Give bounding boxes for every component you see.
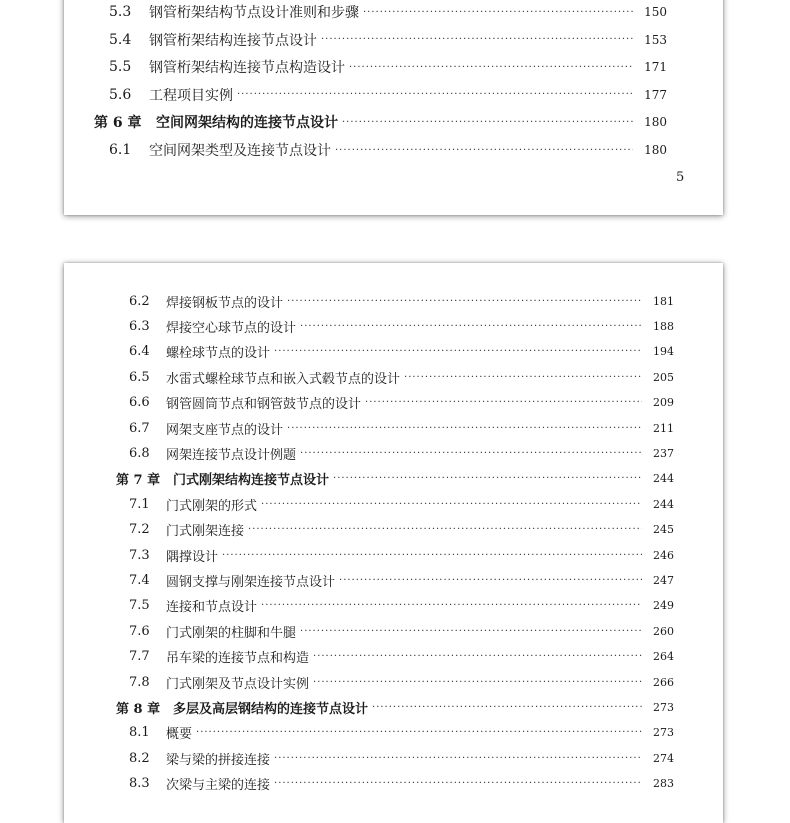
- toc-section-entry: [129, 647, 674, 667]
- toc-section-entry: [129, 621, 674, 641]
- dot-leader: [274, 753, 642, 764]
- entry-number: 5.5: [109, 59, 132, 76]
- entry-page-number: 177: [644, 87, 667, 102]
- dot-leader: [404, 372, 642, 383]
- entry-number: 8.2: [129, 750, 150, 766]
- toc-section-entry: [129, 443, 674, 463]
- entry-title: 螺栓球节点的设计: [166, 346, 271, 362]
- toc-chapter-entry: [116, 469, 674, 489]
- entry-page-number: 180: [644, 115, 667, 130]
- toc-section-entry: [109, 140, 667, 160]
- entry-title: 网架支座节点的设计: [166, 422, 284, 438]
- entry-number: 6.6: [129, 395, 150, 411]
- entry-number: 7.3: [129, 547, 150, 563]
- entry-title: 焊接钢板节点的设计: [166, 295, 284, 311]
- toc-section-entry: [129, 494, 674, 514]
- entry-title: 空间网架类型及连接节点设计: [149, 143, 331, 159]
- entry-page-number: 181: [653, 294, 674, 308]
- entry-number: 5.3: [109, 4, 132, 20]
- dot-leader: [248, 524, 642, 535]
- dot-leader: [365, 397, 642, 408]
- toc-chapter-entry: [94, 112, 667, 132]
- entry-number: 6.3: [129, 318, 150, 334]
- entry-title: 门式刚架的柱脚和牛腿: [166, 625, 297, 641]
- entry-number: 6.4: [129, 344, 150, 360]
- entry-title: 圆钢支撑与刚架连接节点设计: [166, 574, 336, 590]
- entry-page-number: 245: [653, 523, 674, 537]
- toc-page-1: [64, 0, 723, 215]
- dot-leader: [287, 296, 642, 307]
- toc-page-2: [64, 263, 723, 823]
- entry-number: 8.3: [129, 776, 150, 792]
- entry-number: 6.2: [129, 293, 150, 309]
- entry-page-number: 273: [653, 726, 674, 740]
- entry-title: 隅撑设计: [166, 549, 219, 565]
- entry-title: 水雷式螺栓球节点和嵌入式毂节点的设计: [166, 371, 401, 387]
- dot-leader: [313, 677, 642, 688]
- entry-page-number: 266: [653, 675, 674, 689]
- entry-page-number: 188: [653, 319, 674, 333]
- entry-page-number: 247: [653, 573, 674, 587]
- entry-title: 门式刚架结构连接节点设计: [173, 473, 330, 489]
- entry-page-number: 244: [653, 472, 674, 486]
- entry-number: 6.1: [109, 142, 132, 158]
- toc-section-entry: [129, 596, 674, 616]
- entry-page-number: 249: [653, 599, 674, 613]
- entry-title: 门式刚架及节点设计实例: [166, 676, 310, 692]
- toc-section-entry: [129, 748, 674, 768]
- dot-leader: [300, 321, 642, 332]
- toc-section-entry: [129, 520, 674, 540]
- entry-number: 第 7 章: [116, 473, 161, 489]
- entry-page-number: 153: [644, 32, 667, 47]
- entry-title: 连接和节点设计: [166, 600, 258, 616]
- toc-section-entry: [129, 774, 674, 794]
- entry-number: 第 8 章: [116, 701, 161, 717]
- dot-leader: [372, 702, 642, 713]
- entry-title: 网架连接节点设计例题: [166, 447, 297, 463]
- entry-title: 次梁与主梁的连接: [166, 778, 271, 794]
- dot-leader: [335, 145, 633, 156]
- toc-section-entry: [129, 367, 674, 387]
- toc-section-entry: [129, 570, 674, 590]
- entry-page-number: 150: [644, 5, 667, 19]
- entry-number: 7.8: [129, 674, 150, 690]
- entry-page-number: 209: [653, 396, 674, 410]
- entry-page-number: 205: [653, 370, 674, 384]
- entry-title: 空间网架结构的连接节点设计: [156, 115, 338, 132]
- dot-leader: [300, 626, 642, 637]
- page-number: 5: [676, 170, 685, 185]
- entry-page-number: 283: [653, 777, 674, 791]
- dot-leader: [313, 651, 642, 662]
- entry-number: 7.7: [129, 649, 150, 665]
- dot-leader: [274, 778, 642, 789]
- entry-title: 概要: [166, 727, 193, 743]
- entry-page-number: 211: [653, 421, 674, 435]
- entry-number: 7.6: [129, 623, 150, 639]
- dot-leader: [342, 117, 633, 128]
- dot-leader: [363, 7, 633, 18]
- entry-number: 6.5: [129, 369, 150, 385]
- entry-title: 钢管桁架结构连接节点构造设计: [149, 60, 345, 77]
- dot-leader: [300, 448, 642, 459]
- entry-title: 吊车梁的连接节点和构造: [166, 651, 310, 667]
- toc-section-entry: [129, 291, 674, 311]
- entry-number: 7.2: [129, 522, 150, 538]
- entry-page-number: 237: [653, 446, 674, 460]
- entry-title: 焊接空心球节点的设计: [166, 320, 297, 336]
- entry-page-number: 244: [653, 497, 674, 511]
- entry-page-number: 274: [653, 751, 674, 765]
- entry-number: 6.8: [129, 445, 150, 461]
- dot-leader: [261, 600, 642, 611]
- entry-page-number: 264: [653, 650, 674, 664]
- entry-page-number: 171: [644, 60, 667, 75]
- toc-section-entry: [129, 342, 674, 362]
- toc-section-entry: [129, 393, 674, 413]
- toc-section-entry: [129, 672, 674, 692]
- entry-number: 6.7: [129, 420, 150, 436]
- dot-leader: [349, 62, 633, 73]
- entry-number: 7.1: [129, 496, 150, 512]
- entry-title: 钢管桁架结构节点设计准则和步骤: [149, 5, 359, 21]
- entry-page-number: 273: [653, 700, 674, 714]
- entry-page-number: 194: [653, 345, 674, 359]
- toc-section-entry: [109, 57, 667, 77]
- toc-section-entry: [109, 30, 667, 50]
- dot-leader: [339, 575, 642, 586]
- entry-number: 5.4: [109, 31, 132, 48]
- entry-page-number: 246: [653, 548, 674, 562]
- entry-title: 钢管圆筒节点和钢管鼓节点的设计: [166, 397, 362, 413]
- dot-leader: [321, 34, 633, 45]
- entry-title: 梁与梁的拼接连接: [166, 752, 271, 768]
- entry-page-number: 260: [653, 624, 674, 638]
- entry-title: 多层及高层钢结构的连接节点设计: [173, 701, 369, 717]
- entry-title: 门式刚架的形式: [166, 498, 258, 514]
- dot-leader: [196, 727, 642, 738]
- dot-leader: [237, 89, 633, 100]
- toc-section-entry: [109, 2, 667, 22]
- entry-number: 5.6: [109, 86, 132, 103]
- dot-leader: [261, 499, 642, 510]
- dot-leader: [333, 473, 642, 484]
- entry-title: 钢管桁架结构连接节点设计: [149, 32, 317, 49]
- toc-chapter-entry: [116, 697, 674, 717]
- entry-number: 第 6 章: [94, 115, 142, 132]
- toc-section-entry: [129, 545, 674, 565]
- toc-section-entry: [129, 418, 674, 438]
- entry-number: 8.1: [129, 725, 150, 741]
- entry-title: 门式刚架连接: [166, 524, 245, 540]
- entry-number: 7.5: [129, 598, 150, 614]
- toc-section-entry: [129, 316, 674, 336]
- dot-leader: [222, 550, 642, 561]
- dot-leader: [287, 423, 642, 434]
- toc-section-entry: [109, 85, 667, 105]
- entry-title: 工程项目实例: [149, 87, 233, 104]
- entry-number: 7.4: [129, 572, 150, 588]
- dot-leader: [274, 346, 642, 357]
- toc-section-entry: [129, 723, 674, 743]
- entry-page-number: 180: [644, 143, 667, 157]
